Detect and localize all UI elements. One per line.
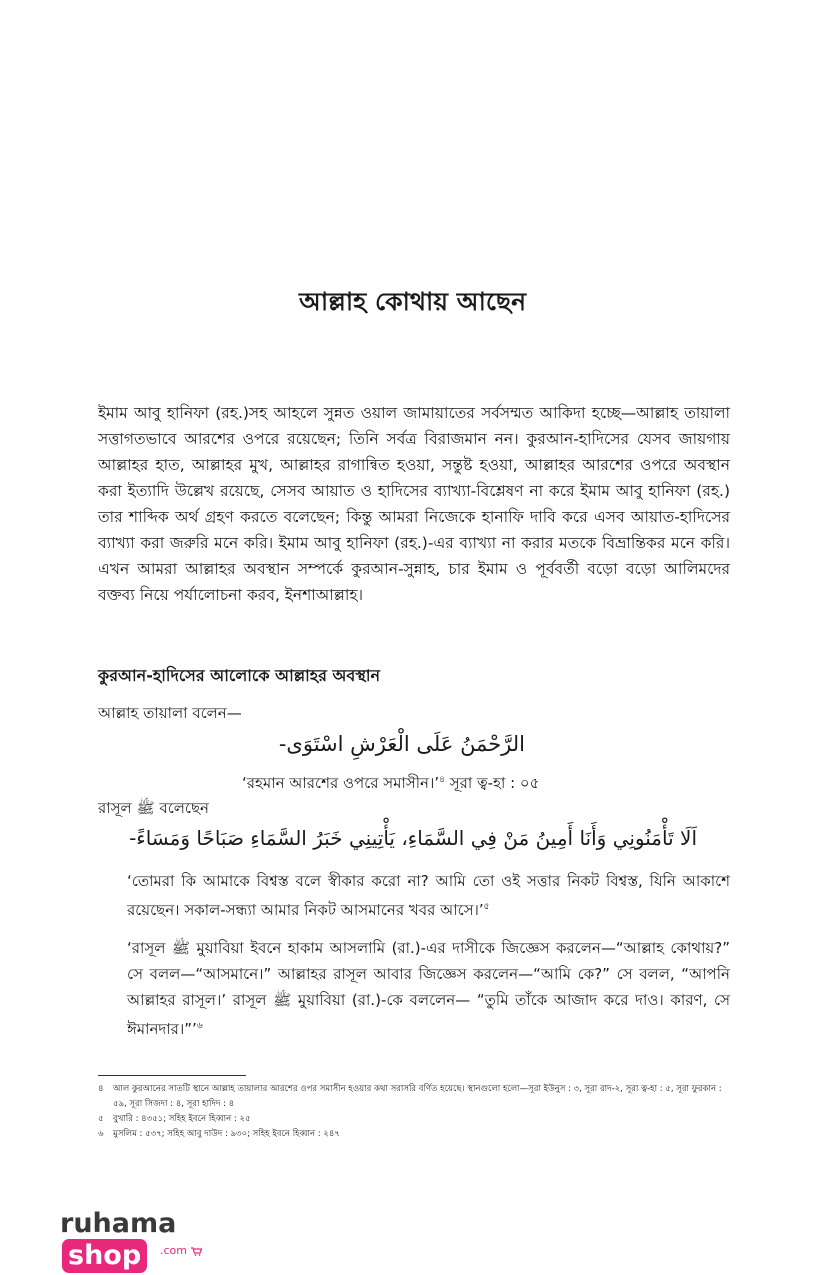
rasul-word: রাসূল — [98, 799, 137, 817]
saw-symbol: ﷺ — [171, 939, 191, 957]
page-title: আল্লাহ কোথায় আছেন — [298, 287, 527, 316]
footnote-6 — [98, 1127, 730, 1142]
footnote-number: ৬ — [98, 1129, 104, 1139]
footnote-5 — [98, 1112, 730, 1127]
footnote-divider — [98, 1075, 246, 1076]
intro-paragraph: ইমাম আবু হানিফা (রহ.)সহ আহলে সুন্নত ওয়াল জামায়াতের সর্বসম্মত আকিদা হচ্ছে—আল্লাহ তায়ালা সত্তাগতভাবে আরশের ওপরে রয়েছেন; তিনি সর্বত্র বিরাজমান নন। কুরআন-হাদিসের যেসব জায়গায় আল্লাহর হাত, আল্লাহর মুখ, আল্লাহর রাগান্বিত হওয়া, সন্তুষ্ট হওয়া, আল্লাহর আরশের ওপরে অবস্থান করা ইত্যাদি উল্লেখ রয়েছে, সেসব আয়াত ও হাদিসের ব্যাখ্যা-বিশ্লেষণ না করে ইমাম আবু হানিফা (রহ.) তার শাব্দিক অর্থ গ্রহণ করতে বলেছেন; কিন্তু আমরা নিজেকে হানাফি দাবি করে এসব আয়াত-হাদিসের ব্যাখ্যা করা জরুরি মনে করি। ইমাম আবু হানিফা (রহ.)-এর ব্যাখ্যা না করার মতকে বিভ্রান্তিকর মনে করি। এখন আমরা আল্লাহর অবস্থান সম্পর্কে কুরআন-সুন্নাহ, চার ইমাম ও পূর্ববর্তী বড়ো বড়ো আলিমদের বক্তব্য নিয়ে পর্যালোচনা করব, ইনশাআল্লাহ। — [98, 404, 730, 604]
footnote-number: ৫ — [98, 1114, 104, 1124]
logo-shop-badge: shop — [62, 1239, 147, 1273]
allah-says-label: আল্লাহ তায়ালা বলেন— — [98, 704, 242, 722]
cart-icon — [191, 1247, 202, 1256]
verse-source: সূরা ত্ব-হা : ০৫ — [444, 774, 540, 792]
hadith-2-translation — [127, 935, 730, 1042]
logo-com-label: .com — [160, 1244, 187, 1257]
logo-wordmark — [60, 1208, 240, 1273]
verse-translation — [242, 772, 539, 797]
logo-ruhama-text: ruhama — [60, 1208, 177, 1239]
said-word: বলেছেন — [154, 799, 209, 817]
verse-arabic: الرَّحْمَنُ عَلَى الْعَرْشِ اسْتَوَى- — [278, 732, 525, 756]
hadith-2-text-2: মুয়াবিয়া ইবনে হাকাম আসলামি (রা.)-এর দাসীকে জিজ্ঞেস করলেন—“আল্লাহ কোথায়?” সে বলল—“আসমানে।” আল্লাহর রাসূল আবার জিজ্ঞেস করলেন—“আমি কে?” সে বলল, “আপনি আল্লাহর রাসূল।’ রাসূল — [127, 939, 730, 1009]
hadith-arabic: اَلَا تَأْمَنُونِي وَأَنَا أَمِينُ مَنْ فِي السَّمَاءِ، يَأْتِينِي خَبَرُ السَّمَاءِ صَبَاحًا وَمَسَاءً- — [129, 826, 697, 850]
footnote-ref-6[interactable]: ৬ — [196, 1021, 203, 1031]
saw-symbol: ﷺ — [136, 799, 155, 817]
footnote-ref-4[interactable]: ৪ — [439, 775, 445, 785]
saw-symbol: ﷺ — [273, 991, 292, 1009]
footnote-text: বুখারি : ৪৩৫১; সহিহ ইবনে হিব্বান : ২৫ — [113, 1114, 251, 1124]
hadith-2-text-3: মুয়াবিয়া (রা.)-কে বললেন— “তুমি তাঁকে আজাদ করে দাও। কারণ, সে ঈমানদার।”’ — [127, 991, 730, 1038]
footnote-text: আল কুরআনের সাতটি স্থানে আল্লাহ তায়ালার আরশের ওপর সমাসীন হওয়ার কথা সরাসরি বর্ণিত হয়েছে। স্থানগুলো হলো—সূরা ইউনুস : ৩, সূরা রাদ-২, সূরা ত্ব-হা : ৫, সূরা ফুরকান : ৫৯, সূরা সিজদা : ৪, সূরা হাদিদ : ৪ — [113, 1084, 722, 1109]
logo-com-text — [160, 1244, 202, 1257]
rasul-said-label — [98, 797, 209, 822]
footnote-text: মুসলিম : ৫৩৭; সহিহ আবু দাউদ : ৯৩০; সহিহ ইবনে হিব্বান : ২৪৭ — [113, 1129, 340, 1139]
hadith-2-text-1: ‘রাসূল — [127, 939, 172, 957]
footnote-4 — [98, 1082, 730, 1112]
ruhama-shop-logo — [60, 1208, 240, 1271]
footnote-ref-5[interactable]: ৫ — [483, 902, 490, 912]
section-heading: কুরআন-হাদিসের আলোকে আল্লাহর অবস্থান — [98, 666, 381, 685]
hadith-1-text: ‘তোমরা কি আমাকে বিশ্বস্ত বলে স্বীকার করো না? আমি তো ওই সত্তার নিকট বিশ্বস্ত, যিনি আকাশে রয়েছেন। সকাল-সন্ধ্যা আমার নিকট আসমানের খবর আসে।’ — [127, 872, 730, 919]
verse-translation-text: ‘রহমান আরশের ওপরে সমাসীন।’ — [242, 774, 440, 792]
footnotes — [98, 1082, 730, 1142]
hadith-1-translation — [127, 868, 730, 923]
footnote-number: ৪ — [98, 1084, 104, 1094]
